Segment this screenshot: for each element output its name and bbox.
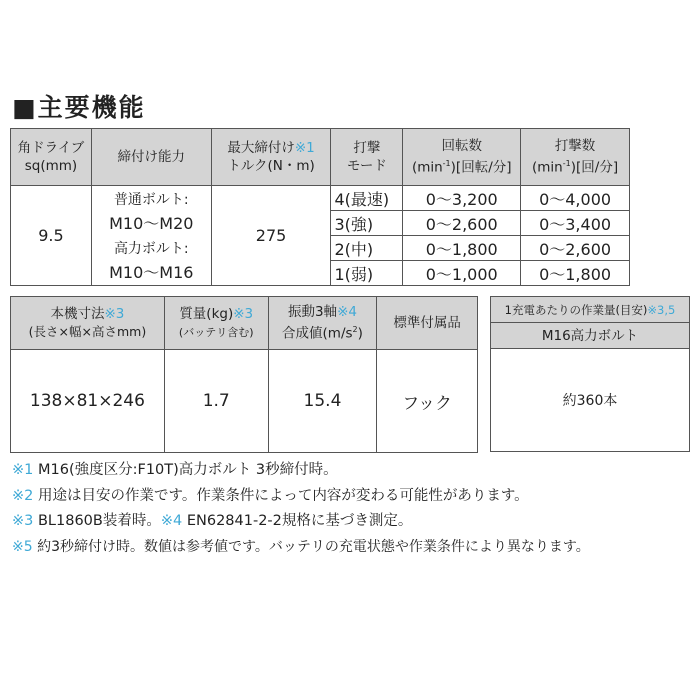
rpm-cell: 0〜2,600 <box>403 211 521 236</box>
header-vibration: 振動3軸※4 合成値$(m/s^2)$ <box>268 297 377 350</box>
table-row <box>11 350 478 453</box>
drive-value: 9.5 <box>11 186 92 286</box>
dimensions-value: 138×81×246 <box>11 350 165 453</box>
accessories-value: フック <box>377 350 478 453</box>
capacity-value: 普通ボルト: M10〜M20 高力ボルト: M10〜M16 <box>91 186 211 286</box>
header-bolt: M16高力ボルト <box>491 323 690 349</box>
vibration-value: 15.4 <box>268 350 377 453</box>
rpm-cell: 0〜1,800 <box>403 236 521 261</box>
work-amount-table <box>490 296 690 452</box>
footnotes <box>12 458 590 560</box>
mode-cell: 3(強) <box>331 211 403 236</box>
header-work-amount: 1充電あたりの作業量(目安)※3,5 <box>491 297 690 323</box>
main-spec-table <box>10 128 630 286</box>
mass-value: 1.7 <box>164 350 268 453</box>
ipm-cell: 0〜3,400 <box>521 211 630 236</box>
header-capacity: 締付け能力 <box>91 129 211 186</box>
footnote: ※2 用途は目安の作業です。作業条件によって内容が変わる可能性があります。 <box>12 487 529 504</box>
header-dimensions: 本機寸法※3 (長さ×幅×高さmm) <box>11 297 165 350</box>
dimension-table <box>10 296 478 453</box>
table-row <box>11 186 630 211</box>
ipm-cell: 0〜4,000 <box>521 186 630 211</box>
header-torque: 最大締付け※1 トルク(N・m) <box>211 129 331 186</box>
work-amount-value: 約360本 <box>491 349 690 452</box>
ipm-cell: 0〜2,600 <box>521 236 630 261</box>
mode-cell: 1(弱) <box>331 261 403 286</box>
header-rpm: 回転数 $(\min^{-1})$[回転/分] <box>403 129 521 186</box>
mode-cell: 2(中) <box>331 236 403 261</box>
footnote: ※5 約3秒締付け時。数値は参考値です。バッテリの充電状態や作業条件により異なります。 <box>12 538 590 555</box>
footnote: ※1 M16(強度区分:F10T)高力ボルト 3秒締付時。 <box>12 462 338 478</box>
section-title: ■主要機能 <box>12 93 146 122</box>
ipm-cell: 0〜1,800 <box>521 261 630 286</box>
header-mass: 質量(kg)※3 (バッテリ含む) <box>164 297 268 350</box>
rpm-cell: 0〜3,200 <box>403 186 521 211</box>
header-accessories: 標準付属品 <box>377 297 478 350</box>
torque-value: 275 <box>211 186 331 286</box>
rpm-cell: 0〜1,000 <box>403 261 521 286</box>
mode-cell: 4(最速) <box>331 186 403 211</box>
footnote: ※3 BL1860B装着時。※4 EN62841-2-2規格に基づき測定。 <box>12 513 413 529</box>
header-mode: 打撃 モード <box>331 129 403 186</box>
header-ipm: 打撃数 $(\min^{-1})$[回/分] <box>521 129 630 186</box>
header-drive: 角ドライブ sq(mm) <box>11 129 92 186</box>
